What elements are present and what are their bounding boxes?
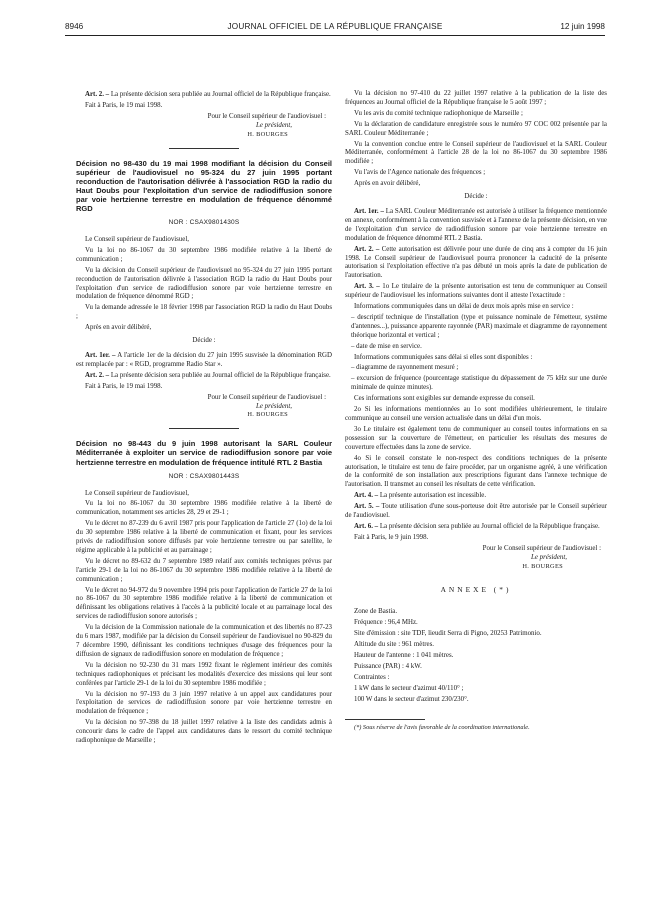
annexe-title: ANNEXE (*): [440, 584, 512, 594]
fait-a-paris: Fait à Paris, le 9 juin 1998.: [354, 533, 429, 541]
annexe-line: 1 kW dans le secteur d'azimut 40/110° ;: [354, 684, 464, 692]
list-item: – date de mise en service.: [351, 342, 422, 350]
page-number: 8946: [65, 22, 84, 31]
article-text: A l'article 1er de la décision du 27 juin 1995 susvisée la dénomination RGD est remplacée par : « RGD, programme Radio Star ».: [76, 351, 332, 368]
paragraph: Ces informations sont exigibles sur demande expresse du conseil.: [354, 395, 535, 403]
paragraph: Vu l'avis de l'Agence nationale des fréquences ;: [354, 169, 486, 177]
list-item: – descriptif technique de l'installation (type et puissance nominale de l'émetteur, système d'antennes...), puissance apparente rayonnée (PAR) maximale et diagramme de rayonnement théorique horizontal et vertical ;: [351, 313, 607, 339]
paragraph: Vu la décision de la Commission nationale de la communication et des libertés no 87-23 du 6 mars 1987, modifiée par la décision du Conseil supérieur de l'audiovisuel no 90-829 du 7 décembre 1990, définissant les conditions techniques d'usage des fréquences pour la diffusion de signaux de radiodiffusion sonore en modulation de fréquence ;: [76, 624, 332, 658]
header-rule: [65, 35, 605, 36]
paragraph: Vu la loi no 86-1067 du 30 septembre 1986 modifiée relative à la liberté de communication ;: [76, 246, 332, 263]
signature-name: H. BOURGES: [247, 411, 288, 419]
paragraph: Vu la déclaration de candidature enregistrée sous le numéro 97 COC 002 présentée par la SARL Couleur Méditerranée ;: [345, 120, 607, 137]
article-text: La présente décision sera publiée au Journal officiel de la République française.: [378, 522, 600, 530]
signature-president: Le président,: [256, 121, 292, 129]
signature-name: H. BOURGES: [522, 562, 563, 570]
fait-a-paris: Fait à Paris, le 19 mai 1998.: [85, 382, 163, 390]
signature-conseil: Pour le Conseil supérieur de l'audiovisuel :: [207, 112, 326, 120]
nor-reference: NOR : CSAX9801430S: [168, 219, 240, 227]
article-text: La SARL Couleur Méditerranée est autorisée à utiliser la fréquence mentionnée en annexe, conformément à la convention susvisée et à l'annexe de la présente décision, en vue de l'exploitation d'un service de radiodiffusion sonore par voie hertzienne terrestre en modulation de fréquence dénommé RTL 2 Bastia.: [345, 207, 607, 242]
annexe-line: Fréquence : 96,4 MHz.: [354, 619, 418, 627]
article-text: Cette autorisation est délivrée pour une durée de cinq ans à compter du 16 juin 1998. Le Conseil supérieur de l'audiovisuel pourra prononcer la caducité de la présente autorisation si l'exploitation effective n'a pas débuté un mois après la date de publication de l'autorisation.: [345, 245, 607, 280]
annexe-line: Puissance (PAR) : 4 kW.: [354, 662, 422, 670]
paragraph: Après en avoir délibéré,: [354, 180, 421, 188]
right-column: [345, 90, 607, 734]
article-label: Art. 2. –: [354, 245, 380, 253]
list-item: – excursion de fréquence (pourcentage statistique du dépassement de 75 kHz sur une durée minimale de quinze minutes).: [351, 375, 607, 392]
article-label: Art. 3. –: [354, 283, 380, 291]
article-4: [345, 492, 607, 501]
paragraph: Le Conseil supérieur de l'audiovisuel,: [85, 489, 190, 497]
paragraph: Après en avoir délibéré,: [85, 324, 152, 332]
decision-separator: [169, 428, 239, 429]
article-text: La présente autorisation est incessible.: [378, 492, 487, 500]
article-2: [345, 246, 607, 282]
footnote: (*) Sous réserve de l'avis favorable de la coordination internationale.: [354, 723, 530, 731]
annexe-line: Altitude du site : 961 mètres.: [354, 641, 434, 649]
annexe-line: Hauteur de l'antenne : 1 041 mètres.: [354, 652, 454, 660]
journal-title: JOURNAL OFFICIEL DE LA RÉPUBLIQUE FRANÇAISE: [227, 22, 443, 31]
decide-heading: Décide :: [464, 193, 488, 201]
signature-conseil: Pour le Conseil supérieur de l'audiovisuel :: [207, 393, 326, 401]
article-label: Art. 1er. –: [85, 351, 116, 359]
annexe-line: Site d'émission : site TDF, lieudit Serra di Pigno, 20253 Patrimonio.: [354, 630, 542, 638]
paragraph: Vu le décret no 94-972 du 9 novembre 1994 pris pour l'application de l'article 27 de la loi no 86-1067 du 30 septembre 1986 modifiée relative à la liberté de communication et définissant les obligations relatives à l'accès à la publicité locale et au parrainage local des services de radiodiffusion sonore autorisés ;: [76, 586, 332, 621]
paragraph: 3o Le titulaire est également tenu de communiquer au conseil toutes informations en sa possession sur la couverture de l'émetteur, en particulier les résultats des mesures de couverture effectuées dans la zone de service.: [345, 425, 607, 451]
article-text: La présente décision sera publiée au Journal officiel de la République française.: [109, 91, 331, 98]
article-text: 1o Le titulaire de la présente autorisation est tenu de communiquer au Conseil supérieur de l'audiovisuel les informations suivantes dont il atteste l'exactitude :: [345, 283, 607, 300]
decision-title: Décision no 98-430 du 19 mai 1998 modifiant la décision du Conseil supérieur de l'audiovisuel no 95-324 du 27 juin 1995 portant reconduction de l'autorisation délivrée à l'association RGD la radio du Haut Doubs pour l'exploitation d'un service de radiodiffusion sonore par voie hertzienne terrestre en modulation de fréquence dénommé RGD: [76, 158, 332, 213]
paragraph: Vu la décision no 97-193 du 3 juin 1997 relative à un appel aux candidatures pour l'exploitation de services de radiodiffusion sonore par voie hertzienne terrestre en modulation de fréquence ;: [76, 690, 332, 716]
list-item: – diagramme de rayonnement mesuré ;: [351, 364, 459, 372]
paragraph: Vu la décision no 97-398 du 18 juillet 1997 relative à la liste des candidats admis à concourir dans le cadre de l'appel aux candidatures dans le ressort du comité technique radiophonique de Marseille ;: [76, 719, 332, 745]
left-column: [76, 91, 332, 748]
article-6: [345, 523, 607, 532]
paragraph: Vu la demande adressée le 18 février 1998 par l'association RGD la radio du Haut Doubs ;: [76, 304, 332, 321]
paragraph: Informations communiquées dans un délai de deux mois après mise en service :: [354, 303, 574, 311]
decision-separator: [169, 148, 239, 149]
article-label: Art. 5. –: [354, 503, 380, 511]
annexe-line: 100 W dans le secteur d'azimut 230/230°.: [354, 695, 469, 703]
footnote-rule: [345, 719, 425, 720]
signature-conseil: Pour le Conseil supérieur de l'audiovisuel :: [482, 544, 601, 552]
paragraph: Vu le décret no 89-632 du 7 septembre 1989 relatif aux comités techniques prévus par l'article 29-1 de la loi no 86-1067 du 30 septembre 1986 modifiée relative à la liberté de communication ;: [76, 557, 332, 583]
paragraph: Vu le décret no 87-239 du 6 avril 1987 pris pour l'application de l'article 27 (1o) de la loi du 30 septembre 1986 relative à la liberté de communication et fixant, pour les services privés de radiodiffusion sonore diffusés par voie hertzienne terrestre ou par satellite, le régime applicable à la publicité et au parrainage ;: [76, 520, 332, 554]
article-label: Art. 1er. –: [354, 207, 384, 215]
fait-a-paris: Fait à Paris, le 19 mai 1998.: [85, 101, 163, 109]
article-2: [76, 372, 332, 381]
paragraph: Vu la loi no 86-1067 du 30 septembre 1986 modifiée relative à la liberté de communication, notamment ses articles 28, 29 et 29-1 ;: [76, 500, 332, 517]
article-text: Toute utilisation d'une sous-porteuse doit être autorisée par le Conseil supérieur de l'audiovisuel.: [345, 503, 607, 520]
article-text: La présente décision sera publiée au Journal officiel de la République française.: [109, 371, 331, 379]
decide-heading: Décide :: [192, 337, 216, 345]
article-1: [345, 208, 607, 244]
paragraph: Vu la décision no 92-230 du 31 mars 1992 fixant le règlement intérieur des comités techniques radiophoniques et précisant les modalités d'exercice des missions qui leur sont conférées par l'article 29-1 de la loi du 30 septembre 1986 modifiée ;: [76, 661, 332, 687]
signature-president: Le président,: [531, 553, 567, 561]
article-label: Art. 6. –: [354, 522, 379, 530]
nor-reference: NOR : CSAX9801443S: [168, 472, 240, 480]
decision-title: Décision no 98-443 du 9 juin 1998 autorisant la SARL Couleur Méditerranée à exploiter un service de radiodiffusion sonore par voie hertzienne terrestre en modulation de fréquence intitulé RTL 2 Bastia: [76, 439, 332, 467]
article-label: Art. 2. –: [85, 91, 110, 98]
article-5: [345, 503, 607, 521]
issue-date: 12 juin 1998: [560, 22, 605, 31]
annexe-line: Contraintes :: [354, 673, 390, 681]
signature-president: Le président,: [256, 402, 292, 410]
paragraph: Vu les avis du comité technique radiophonique de Marseille ;: [354, 109, 523, 117]
paragraph: Vu la décision no 97-410 du 22 juillet 1997 relative à la publication de la liste des fréquences au Journal officiel de la République française le 5 août 1997 ;: [345, 90, 607, 106]
paragraph: Le Conseil supérieur de l'audiovisuel,: [85, 236, 190, 243]
page-header: [65, 20, 605, 34]
annexe-line: Zone de Bastia.: [354, 608, 398, 616]
paragraph: Vu la décision du Conseil supérieur de l'audiovisuel no 95-324 du 27 juin 1995 portant reconduction de l'autorisation délivrée à l'association RGD la radio du Haut Doubs pour l'exploitation d'un service de radiodiffusion sonore par voie hertzienne terrestre en modulation de fréquence dénommé RGD ;: [76, 266, 332, 301]
paragraph: 4o Si le conseil constate le non-respect des conditions techniques de la présente autorisation, le titulaire est tenu de faire procéder, par un organisme agréé, à une vérification de la conformité de son installation aux prescriptions figurant dans l'annexe technique de l'autorisation. Il transmet au conseil les résultats de cette vérification.: [345, 454, 607, 489]
signature-name: H. BOURGES: [247, 130, 288, 138]
article-3: [345, 283, 607, 301]
paragraph: Vu la convention conclue entre le Conseil supérieur de l'audiovisuel et la SARL Couleur Méditerranée, conformément à l'article 28 de la loi no 86-1067 du 30 septembre 1986 modifiée ;: [345, 140, 607, 166]
article-label: Art. 2. –: [85, 371, 110, 379]
article-2: [76, 91, 332, 100]
article-label: Art. 4. –: [354, 492, 379, 500]
paragraph: Informations communiquées sans délai si elles sont disponibles :: [354, 353, 533, 361]
paragraph: 2o Si les informations mentionnées au 1o sont modifiées ultérieurement, le titulaire communique au conseil une version actualisée dans un délai d'un mois.: [345, 406, 607, 422]
article-1: [76, 352, 332, 370]
